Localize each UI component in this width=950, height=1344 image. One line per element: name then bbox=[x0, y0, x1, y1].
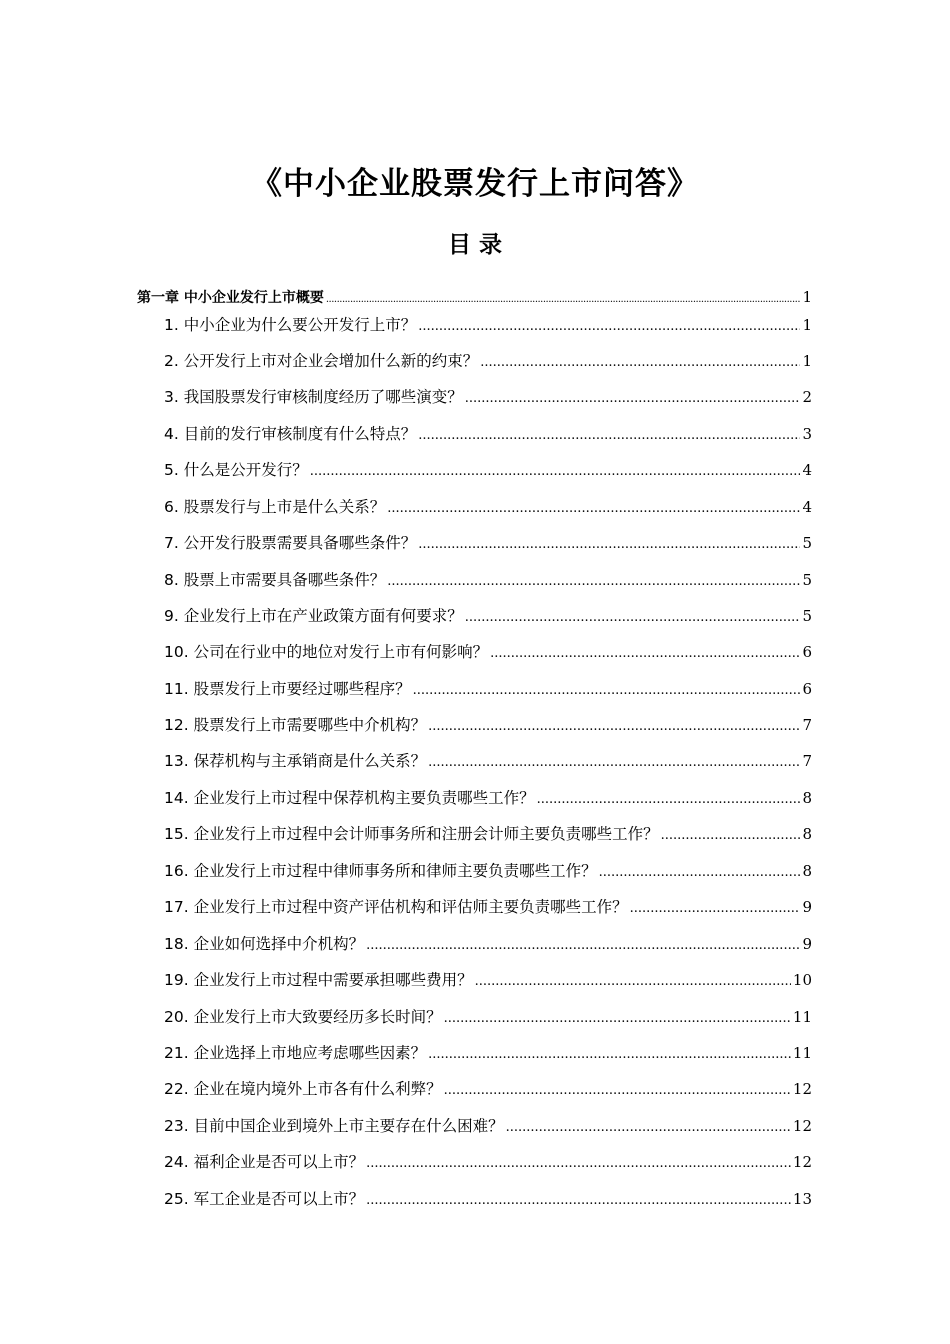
toc-entry[interactable] bbox=[164, 859, 812, 881]
toc-entry-label: 7. 公开发行股票需要具备哪些条件？ bbox=[164, 534, 417, 552]
toc-page-number: 12 bbox=[792, 1117, 812, 1135]
toc-entry[interactable] bbox=[164, 677, 812, 699]
toc-page-number: 13 bbox=[792, 1190, 812, 1208]
toc-entry[interactable] bbox=[164, 385, 812, 407]
toc-entry[interactable] bbox=[164, 895, 812, 917]
toc-page-number: 6 bbox=[802, 680, 812, 698]
toc-page-number: 12 bbox=[792, 1153, 812, 1171]
toc-entry-label: 10. 公司在行业中的地位对发行上市有何影响？ bbox=[164, 643, 489, 661]
toc-entry-label: 1. 中小企业为什么要公开发行上市？ bbox=[164, 316, 417, 334]
toc-entry[interactable] bbox=[164, 349, 812, 371]
toc-page-number: 9 bbox=[802, 898, 812, 916]
dot-leader bbox=[418, 537, 800, 552]
toc-entry[interactable] bbox=[164, 422, 812, 444]
dot-leader bbox=[661, 828, 801, 843]
toc-entry[interactable] bbox=[164, 1187, 812, 1209]
toc-entry[interactable] bbox=[164, 713, 812, 735]
toc-entry[interactable] bbox=[164, 604, 812, 626]
toc-page-number: 9 bbox=[802, 935, 812, 953]
dot-leader bbox=[366, 1156, 791, 1171]
dot-leader bbox=[465, 610, 801, 625]
toc-entry[interactable] bbox=[164, 1150, 812, 1172]
toc-chapter-label: 第一章 中小企业发行上市概要 bbox=[137, 290, 324, 306]
toc-entry[interactable] bbox=[164, 1114, 812, 1136]
dot-leader bbox=[326, 294, 801, 305]
dot-leader bbox=[444, 1083, 791, 1098]
toc-entry[interactable] bbox=[164, 1005, 812, 1027]
toc-entry[interactable] bbox=[164, 786, 812, 808]
toc-page-number: 12 bbox=[792, 1080, 812, 1098]
toc-entry[interactable] bbox=[164, 568, 812, 590]
toc-entry-label: 20. 企业发行上市大致要经历多长时间？ bbox=[164, 1008, 442, 1026]
toc-page-number: 5 bbox=[802, 607, 812, 625]
toc-page-number: 5 bbox=[802, 571, 812, 589]
dot-leader bbox=[418, 319, 800, 334]
dot-leader bbox=[428, 755, 800, 770]
toc-entry[interactable] bbox=[164, 822, 812, 844]
dot-leader bbox=[366, 1193, 791, 1208]
dot-leader bbox=[387, 574, 800, 589]
toc-entry-label: 16. 企业发行上市过程中律师事务所和律师主要负责哪些工作？ bbox=[164, 862, 597, 880]
toc-chapter-entry[interactable] bbox=[137, 287, 812, 307]
toc-entry-label: 17. 企业发行上市过程中资产评估机构和评估师主要负责哪些工作？ bbox=[164, 898, 628, 916]
dot-leader bbox=[387, 501, 800, 516]
toc-page-number: 1 bbox=[802, 352, 812, 370]
toc-entry-label: 25. 军工企业是否可以上市？ bbox=[164, 1190, 365, 1208]
toc-page-number: 1 bbox=[802, 288, 812, 306]
toc-entry[interactable] bbox=[164, 458, 812, 480]
toc-page-number: 4 bbox=[802, 461, 812, 479]
toc-entry-label: 9. 企业发行上市在产业政策方面有何要求？ bbox=[164, 607, 463, 625]
dot-leader bbox=[630, 901, 801, 916]
dot-leader bbox=[480, 355, 800, 370]
toc-entry[interactable] bbox=[164, 531, 812, 553]
toc-page-number: 4 bbox=[802, 498, 812, 516]
toc-heading: 目 录 bbox=[447, 232, 502, 258]
toc-entry-label: 18. 企业如何选择中介机构？ bbox=[164, 935, 365, 953]
dot-leader bbox=[490, 646, 800, 661]
toc-entry-label: 3. 我国股票发行审核制度经历了哪些演变？ bbox=[164, 388, 463, 406]
dot-leader bbox=[444, 1011, 791, 1026]
toc-entry-label: 5. 什么是公开发行？ bbox=[164, 461, 308, 479]
toc-entry[interactable] bbox=[164, 1041, 812, 1063]
toc-page-number: 6 bbox=[802, 643, 812, 661]
toc-entry[interactable] bbox=[164, 968, 812, 990]
toc-page-number: 2 bbox=[802, 388, 812, 406]
dot-leader bbox=[428, 719, 800, 734]
toc-entry-label: 11. 股票发行上市要经过哪些程序？ bbox=[164, 680, 411, 698]
toc-entry-label: 2. 公开发行上市对企业会增加什么新的约束？ bbox=[164, 352, 479, 370]
toc-page-number: 8 bbox=[802, 862, 812, 880]
toc-entry-label: 22. 企业在境内境外上市各有什么利弊？ bbox=[164, 1080, 442, 1098]
toc-entry-label: 6. 股票发行与上市是什么关系？ bbox=[164, 498, 386, 516]
toc-entry-label: 8. 股票上市需要具备哪些条件？ bbox=[164, 571, 386, 589]
dot-leader bbox=[537, 792, 801, 807]
toc-entry[interactable] bbox=[164, 313, 812, 335]
toc-entry-label: 24. 福利企业是否可以上市？ bbox=[164, 1153, 365, 1171]
toc-entry-label: 4. 目前的发行审核制度有什么特点？ bbox=[164, 425, 417, 443]
toc-entry-label: 15. 企业发行上市过程中会计师事务所和注册会计师主要负责哪些工作？ bbox=[164, 825, 659, 843]
toc-page-number: 11 bbox=[792, 1008, 812, 1026]
toc-page-number: 1 bbox=[802, 316, 812, 334]
toc-entry[interactable] bbox=[164, 1077, 812, 1099]
toc-entry-label: 14. 企业发行上市过程中保荐机构主要负责哪些工作？ bbox=[164, 789, 535, 807]
dot-leader bbox=[366, 938, 800, 953]
toc-entry-label: 19. 企业发行上市过程中需要承担哪些费用？ bbox=[164, 971, 473, 989]
toc-page-number: 3 bbox=[802, 425, 812, 443]
toc-entry-label: 23. 目前中国企业到境外上市主要存在什么困难？ bbox=[164, 1117, 504, 1135]
dot-leader bbox=[465, 391, 801, 406]
toc-entry[interactable] bbox=[164, 495, 812, 517]
toc-entry[interactable] bbox=[164, 932, 812, 954]
toc-entry[interactable] bbox=[164, 749, 812, 771]
dot-leader bbox=[506, 1120, 791, 1135]
toc-page-number: 8 bbox=[802, 825, 812, 843]
toc-page-number: 8 bbox=[802, 789, 812, 807]
dot-leader bbox=[413, 683, 801, 698]
toc-page-number: 7 bbox=[802, 752, 812, 770]
toc-entry-label: 21. 企业选择上市地应考虑哪些因素？ bbox=[164, 1044, 427, 1062]
dot-leader bbox=[418, 428, 800, 443]
toc-entry-label: 13. 保荐机构与主承销商是什么关系？ bbox=[164, 752, 427, 770]
dot-leader bbox=[599, 865, 801, 880]
dot-leader bbox=[310, 464, 801, 479]
toc-page-number: 11 bbox=[792, 1044, 812, 1062]
toc-page-number: 5 bbox=[802, 534, 812, 552]
toc-entry[interactable] bbox=[164, 640, 812, 662]
toc-page-number: 7 bbox=[802, 716, 812, 734]
dot-leader bbox=[475, 974, 791, 989]
toc-page-number: 10 bbox=[792, 971, 812, 989]
toc-entry-label: 12. 股票发行上市需要哪些中介机构？ bbox=[164, 716, 427, 734]
dot-leader bbox=[428, 1047, 791, 1062]
document-title: 《中小企业股票发行上市问答》 bbox=[251, 166, 699, 202]
